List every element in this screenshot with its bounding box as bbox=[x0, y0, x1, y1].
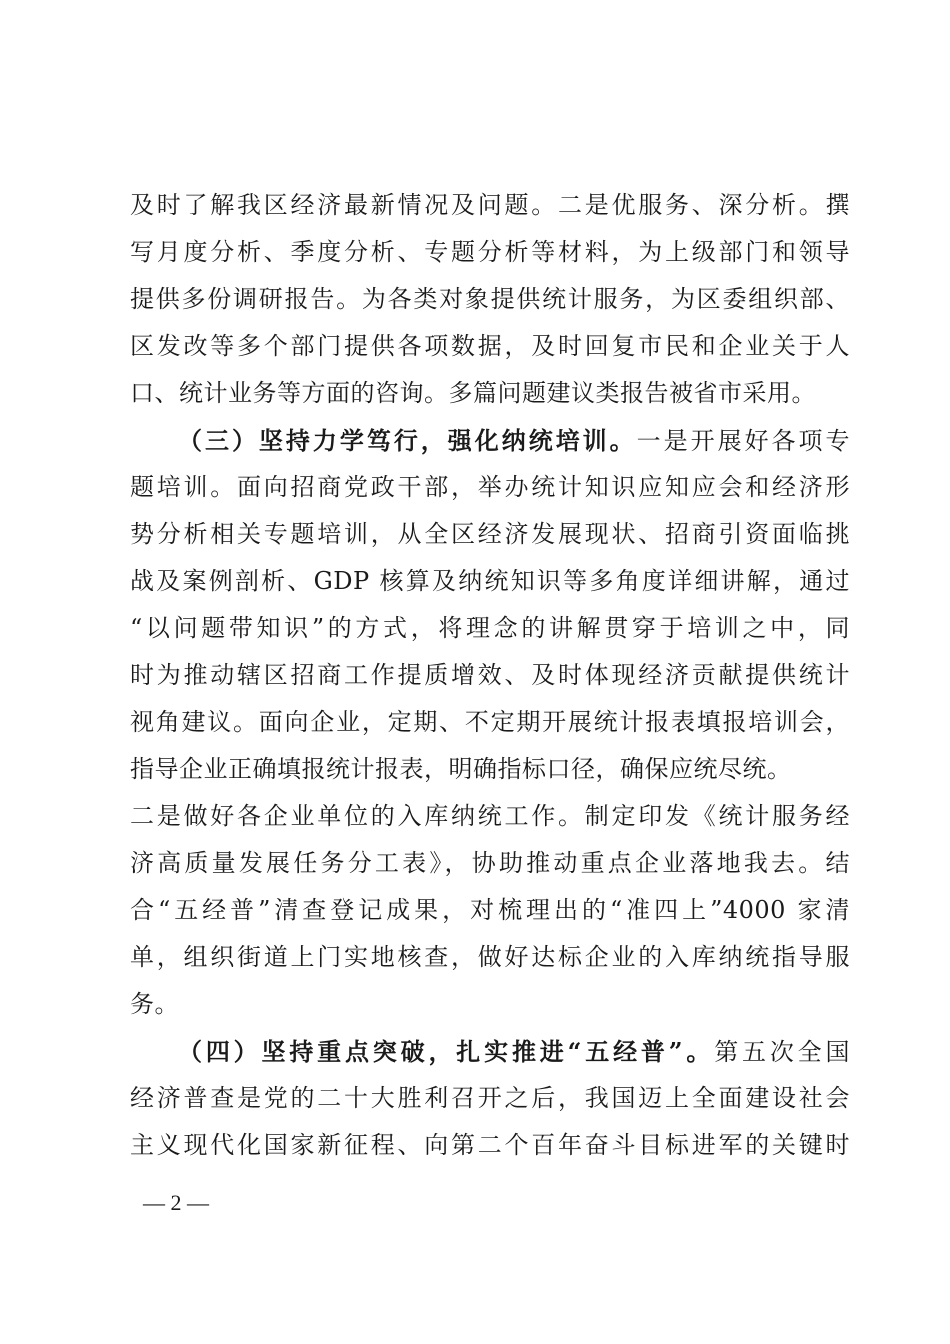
paragraph-line: 济高质量发展任务分工表》，协助推动重点企业落地我去。结 bbox=[130, 849, 850, 877]
paragraph-line: 经济普查是党的二十大胜利召开之后，我国迈上全面建设社会 bbox=[130, 1084, 850, 1112]
paragraph-line: “以问题带知识”的方式，将理念的讲解贯穿于培训之中，同 bbox=[130, 614, 850, 642]
section-4-text: 第五次全国 bbox=[714, 1038, 851, 1066]
paragraph-line: 战及案例剖析、GDP 核算及纳统知识等多角度详细讲解，通过 bbox=[130, 567, 850, 595]
section-3-heading: （三）坚持力学笃行，强化纳统培训。 bbox=[178, 426, 637, 455]
paragraph-line: 单，组织街道上门实地核查，做好达标企业的入库纳统指导服 bbox=[130, 943, 850, 971]
section-3-text: 一是开展好各项专 bbox=[636, 427, 851, 455]
section-4-heading: （四）坚持重点突破，扎实推进“五经普”。 bbox=[178, 1037, 715, 1066]
page-number: — 2 — bbox=[143, 1190, 209, 1215]
paragraph-line: 务。 bbox=[130, 990, 179, 1018]
paragraph-line: 及时了解我区经济最新情况及问题。二是优服务、深分析。撰 bbox=[130, 191, 850, 219]
paragraph-line: 口、统计业务等方面的咨询。多篇问题建议类报告被省市采用。 bbox=[130, 379, 816, 407]
paragraph-line: 合“五经普”清查登记成果，对梳理出的“准四上”4000 家清 bbox=[130, 896, 850, 924]
paragraph-line: 势分析相关专题培训，从全区经济发展现状、招商引资面临挑 bbox=[130, 520, 850, 548]
paragraph-line: 视角建议。面向企业，定期、不定期开展统计报表填报培训会， bbox=[130, 708, 850, 736]
body-text bbox=[130, 182, 850, 1169]
paragraph-line: 题培训。面向招商党政干部，举办统计知识应知应会和经济形 bbox=[130, 473, 850, 501]
paragraph-line: 时为推动辖区招商工作提质增效、及时体现经济贡献提供统计 bbox=[130, 661, 850, 689]
paragraph-line: 写月度分析、季度分析、专题分析等材料，为上级部门和领导 bbox=[130, 238, 850, 266]
paragraph-line: 提供多份调研报告。为各类对象提供统计服务，为区委组织部、 bbox=[130, 285, 850, 313]
paragraph-line: 主义现代化国家新征程、向第二个百年奋斗目标进军的关键时 bbox=[130, 1131, 850, 1159]
paragraph-line: 二是做好各企业单位的入库纳统工作。制定印发《统计服务经 bbox=[130, 802, 850, 830]
section-3-first-line bbox=[130, 417, 850, 464]
paragraph-line: 区发改等多个部门提供各项数据，及时回复市民和企业关于人 bbox=[130, 332, 850, 360]
paragraph-line: 指导企业正确填报统计报表，明确指标口径，确保应统尽统。 bbox=[130, 755, 792, 783]
section-4-first-line bbox=[130, 1028, 850, 1075]
